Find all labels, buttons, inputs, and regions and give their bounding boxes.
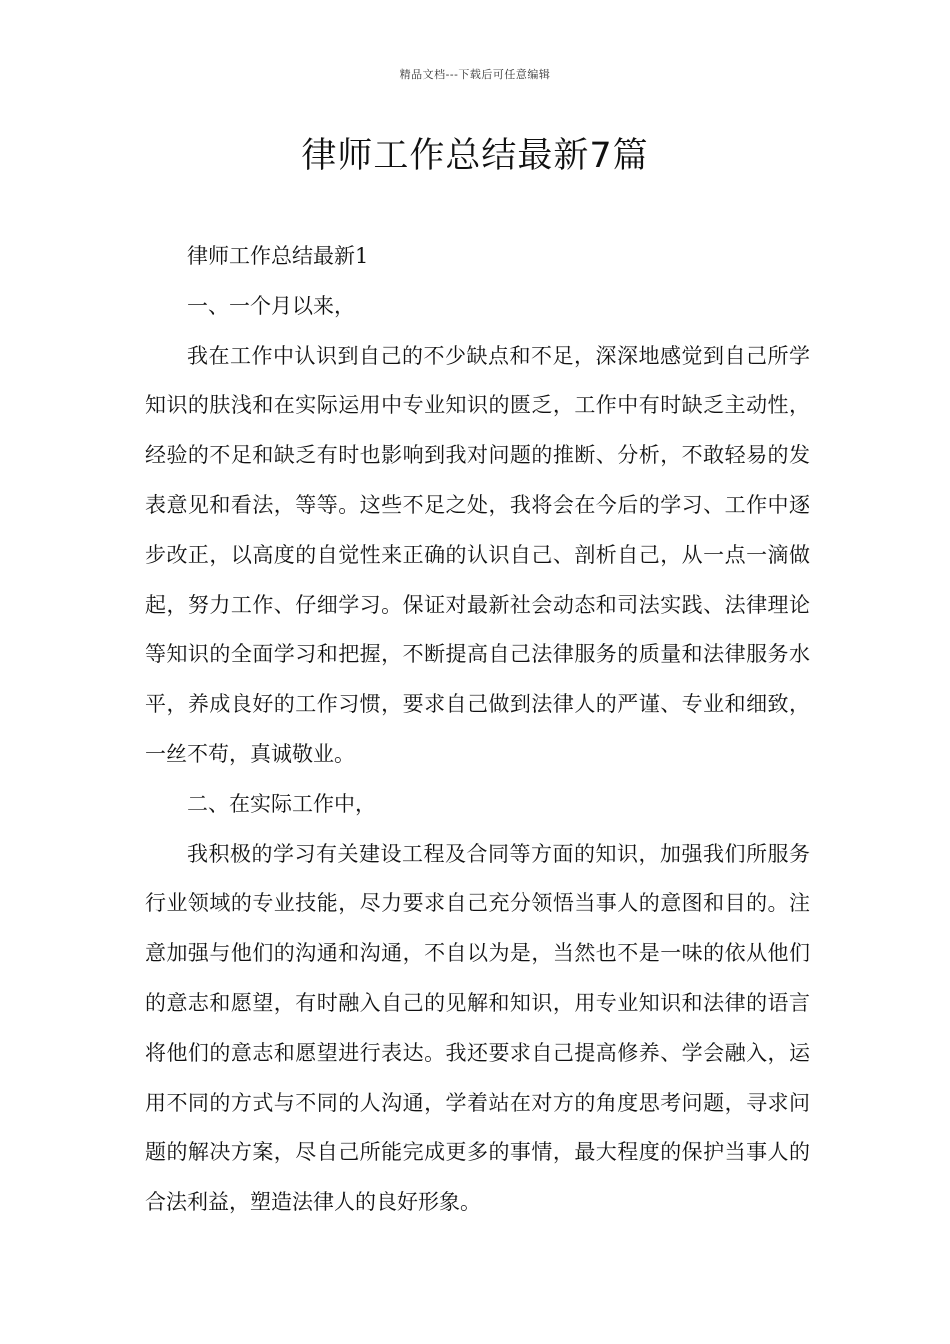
item-heading-2: 二、在实际工作中， — [187, 791, 376, 816]
header-note: 精品文档---下载后可任意编辑 — [399, 68, 551, 81]
section-heading: 律师工作总结最新1 — [187, 244, 369, 268]
item-paragraph-1: 我在工作中认识到自己的不少缺点和不足，深深地感觉到自己所学知识的肤浅和在实际运用中专业知识的匮乏，工作中有时缺乏主动性，经验的不足和缺乏有时也影响到我对问题的推断、分析，不敢轻易的发表意见和看法，等等。这些不足之处，我将会在今后的学习、工作中逐步改正，以高度的自觉性来正确的认识自己、剖析自己，从一点一滴做起，努力工作、仔细学习。保证对最新社会动态和司法实践、法律理论等知识的全面学习和把握，不断提高自己法律服务的质量和法律服务水平，养成良好的工作习惯，要求自己做到法律人的严谨、专业和细致，一丝不苟，真诚敬业。 — [145, 343, 810, 766]
document-title: 律师工作总结最新7篇 — [301, 136, 649, 176]
item-heading-1: 一、一个月以来， — [187, 293, 355, 318]
item-paragraph-2: 我积极的学习有关建设工程及合同等方面的知识，加强我们所服务行业领域的专业技能，尽力要求自己充分领悟当事人的意图和目的。注意加强与他们的沟通和沟通，不自以为是，当然也不是一味的依从他们的意志和愿望，有时融入自己的见解和知识，用专业知识和法律的语言将他们的意志和愿望进行表达。我还要求自己提高修养、学会融入，运用不同的方式与不同的人沟通，学着站在对方的角度思考问题，寻求问题的解决方案，尽自己所能完成更多的事情，最大程度的保护当事人的合法利益，塑造法律人的良好形象。 — [145, 841, 810, 1215]
document-body — [145, 232, 810, 1228]
